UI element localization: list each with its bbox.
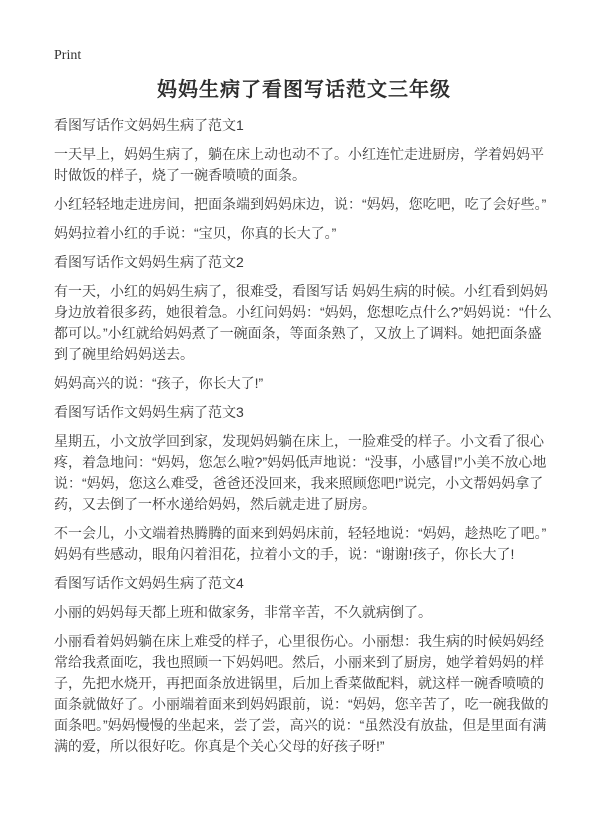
paragraph: 星期五，小文放学回到家，发现妈妈躺在床上，一脸难受的样子。小文看了很心疼，着急地问：“妈妈，您怎么啦?”妈妈低声地说：“没事，小感冒!”小美不放心地说：“妈妈，您这么难受，爸爸还没回来，我来照顾您吧!”说完，小文帮妈妈拿了药，又去倒了一杯水递给妈妈，然后就走进了厨房。 bbox=[54, 433, 547, 512]
paragraph: 妈妈拉着小红的手说：“宝贝，你真的长大了。” bbox=[54, 225, 337, 241]
essay-section-1 bbox=[54, 115, 554, 244]
paragraph: 小红轻轻地走进房间，把面条端到妈妈床边，说：“妈妈，您吃吧，吃了会好些。” bbox=[54, 196, 547, 212]
print-button[interactable]: Print bbox=[54, 48, 82, 63]
document-body bbox=[54, 115, 554, 757]
paragraph: 一天早上，妈妈生病了，躺在床上动也动不了。小红连忙走进厨房，学着妈妈平时做饭的样子，烧了一碗香喷喷的面条。 bbox=[54, 146, 544, 183]
section-heading: 看图写话作文妈妈生病了范文4 bbox=[54, 575, 244, 591]
essay-section-3 bbox=[54, 402, 554, 565]
essay-section-2 bbox=[54, 252, 554, 394]
section-heading: 看图写话作文妈妈生病了范文1 bbox=[54, 117, 244, 133]
paragraph: 小丽的妈妈每天都上班和做家务，非常辛苦，不久就病倒了。 bbox=[54, 604, 432, 620]
page-title: 妈妈生病了看图写话范文三年级 bbox=[157, 79, 451, 101]
section-heading: 看图写话作文妈妈生病了范文2 bbox=[54, 254, 244, 270]
paragraph: 妈妈高兴的说：“孩子，你长大了!” bbox=[54, 375, 264, 391]
paragraph: 小丽看着妈妈躺在床上难受的样子，心里很伤心。小丽想：我生病的时候妈妈经常给我煮面吃，我也照顾一下妈妈吧。然后，小丽来到了厨房，她学着妈妈的样子，先把水烧开，再把面条放进锅里，后加上香菜做配料，就这样一碗香喷喷的面条就做好了。小丽端着面来到妈妈跟前，说：“妈妈，您辛苦了，吃一碗我做的面条吧。”妈妈慢慢的坐起来，尝了尝，高兴的说：“虽然没有放盐，但是里面有满满的爱，所以很好吃。你真是个关心父母的好孩子呀!” bbox=[54, 633, 549, 754]
paragraph: 有一天，小红的妈妈生病了，很难受，看图写话 妈妈生病的时候。小红看到妈妈身边放着很多药，她很着急。小红问妈妈：“妈妈，您想吃点什么?”妈妈说：“什么都可以。”小红就给妈妈煮了一碗面条，等面条熟了，又放上了调料。她把面条盛到了碗里给妈妈送去。 bbox=[54, 283, 552, 362]
essay-section-4 bbox=[54, 573, 554, 757]
paragraph: 不一会儿，小文端着热腾腾的面来到妈妈床前，轻轻地说：“妈妈，趁热吃了吧。”妈妈有些感动，眼角闪着泪花，拉着小文的手，说：“谢谢!孩子，你长大了! bbox=[54, 525, 547, 562]
section-heading: 看图写话作文妈妈生病了范文3 bbox=[54, 404, 244, 420]
